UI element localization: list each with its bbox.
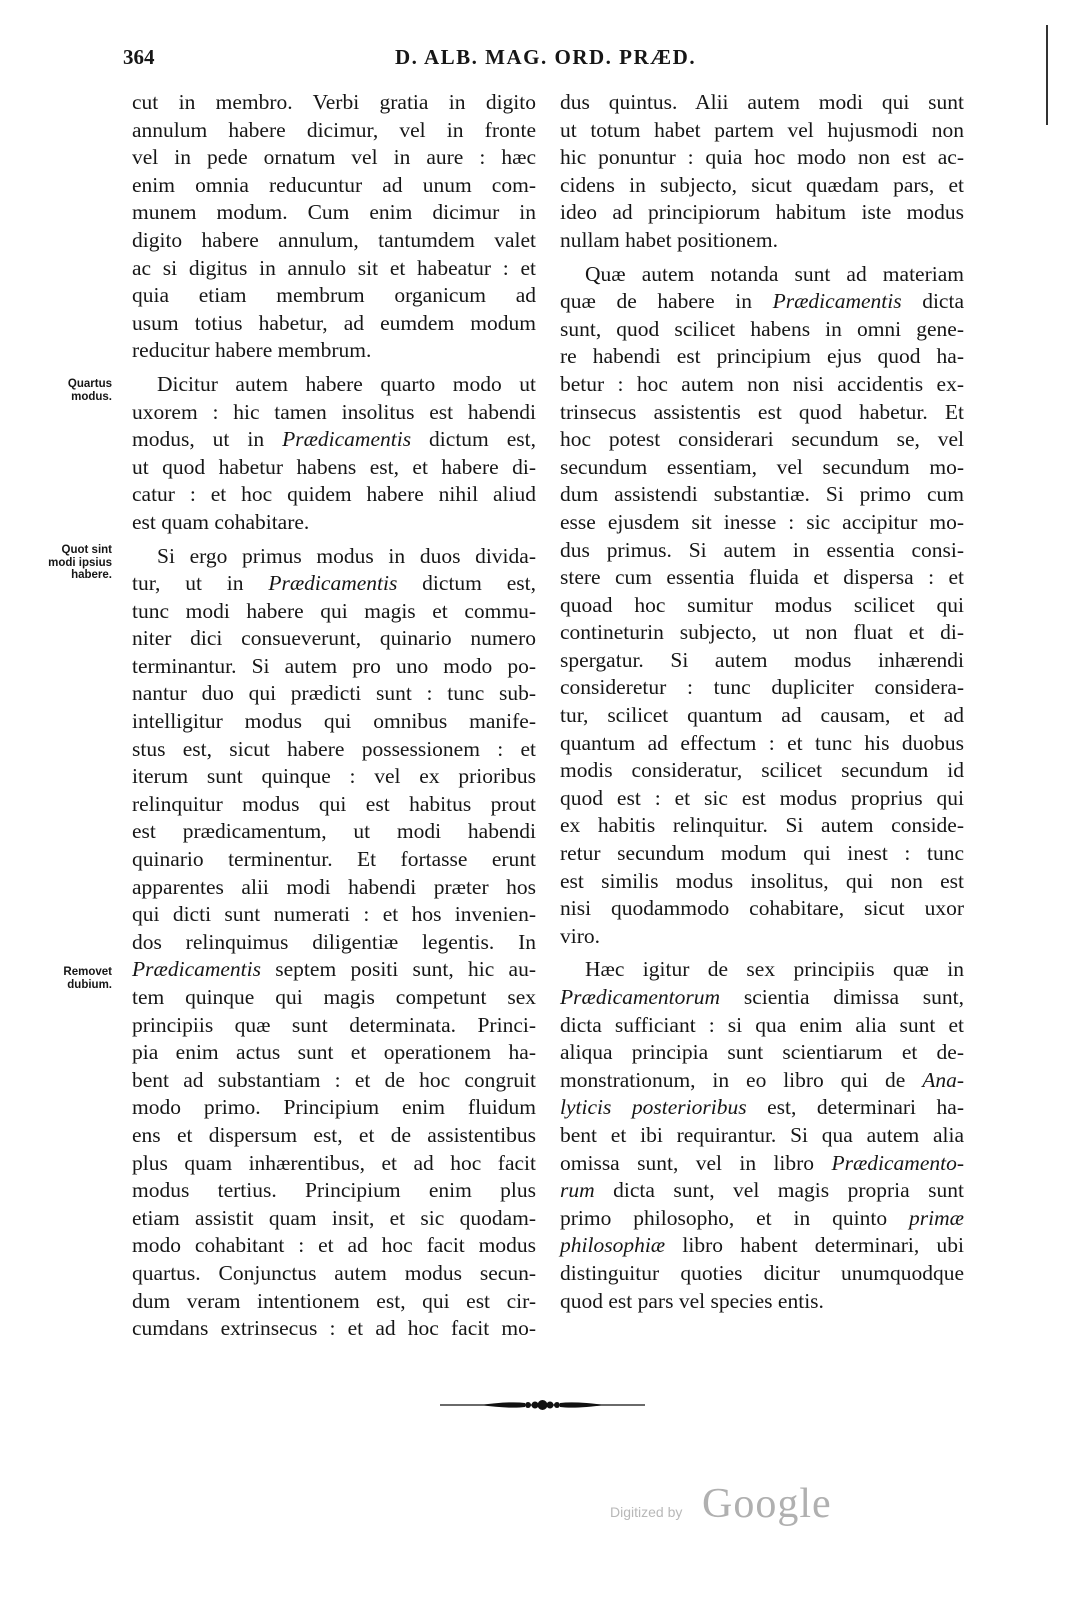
watermark-logo-text: Google xyxy=(702,1481,832,1527)
text-line: iterum sunt quinque : vel ex prioribus xyxy=(132,764,536,789)
text-line: vel in pede ornatum vel in aure : hæc xyxy=(132,145,536,170)
text-line: cut in membro. Verbi gratia in digito xyxy=(132,90,536,114)
text-line: quinario terminentur. Et fortasse erunt xyxy=(132,847,536,872)
text-line: ens et dispersum est, et de assistentibus xyxy=(132,1122,536,1147)
text-line: Si ergo primus modus in duos divida- xyxy=(157,543,536,568)
margin-note-line: modi ipsius xyxy=(48,556,112,569)
text-line: lyticis posterioribus est, determinari ha- xyxy=(560,1095,964,1120)
text-line: reducitur habere membrum. xyxy=(132,338,372,363)
margin-note-line: Quartus xyxy=(67,378,112,390)
text-line: spergatur. Si autem modus inhærendi xyxy=(560,647,964,672)
text-line: est similis modus insolitus, qui non est xyxy=(560,868,964,893)
text-line: annulum habere dicimur, vel in fronte xyxy=(132,117,536,142)
paragraph xyxy=(560,89,964,255)
text-line: quantum ad effectum : et tunc his duobus xyxy=(560,730,964,755)
text-line: est quam cohabitare. xyxy=(132,509,310,534)
text-line: sunt, quod scilicet habens in omni gene- xyxy=(560,316,964,341)
text-line: tem quinque qui magis competunt sex xyxy=(132,985,536,1009)
text-line: pia enim actus sunt et operationem ha- xyxy=(132,1040,536,1065)
text-line: modo cohabitant : et ad hoc facit modus xyxy=(132,1233,536,1258)
text-line: principiis quæ sunt determinata. Princi- xyxy=(132,1012,536,1037)
text-line: usum totius habetur, ad eumdem modum xyxy=(132,310,536,335)
text-line: trinsecus assistentis est quod habetur. Et xyxy=(560,399,964,424)
end-ornament xyxy=(440,1396,645,1414)
text-line: re habendi est principium ejus quod ha- xyxy=(560,344,964,369)
text-line: nullam habet positionem. xyxy=(560,227,778,252)
text-line: enim omnia reducuntur ad unum com- xyxy=(132,172,536,197)
text-line: primo philosopho, et in quinto primæ xyxy=(560,1205,964,1230)
text-line: esse ejusdem sit inesse : sic accipitur mo- xyxy=(560,509,964,534)
text-line: stere cum essentia fluida et dispersa : et xyxy=(560,565,964,590)
text-line: hoc potest considerari secundum se, vel xyxy=(560,427,964,452)
text-line: viro. xyxy=(560,923,601,948)
text-line: bent ad substantiam : et de hoc congruit xyxy=(132,1067,536,1092)
text-line: ex habitis relinquitur. Si autem conside- xyxy=(560,813,964,838)
text-line: modus, ut in Prædicamentis dictum est, xyxy=(132,427,536,452)
text-line: catur : et hoc quidem habere nihil aliud xyxy=(132,482,536,507)
margin-note-line: Removet xyxy=(63,966,112,978)
text-line: stus est, sicut habere possessionem : et xyxy=(132,736,536,761)
text-line: secundum essentiam, vel secundum mo- xyxy=(560,454,964,479)
text-line: quod est pars vel species entis. xyxy=(560,1288,824,1313)
text-line: apparentes alii modi habendi præter hos xyxy=(132,874,536,899)
text-line: rum dicta sunt, vel magis propria sunt xyxy=(560,1178,964,1203)
text-line: munem modum. Cum enim dicimur in xyxy=(132,200,536,225)
text-line: uxorem : hic tamen insolitus est habendi xyxy=(132,399,536,424)
text-line: quod est : et sic est modus proprius qui xyxy=(560,785,964,810)
text-line: ut totum habet partem vel hujusmodi non xyxy=(560,117,964,142)
text-line: Hæc igitur de sex principiis quæ in xyxy=(585,957,964,982)
paragraph xyxy=(132,371,536,537)
margin-note-line: modus. xyxy=(71,390,112,403)
text-line: Prædicamentis septem positi sunt, hic au- xyxy=(132,957,536,982)
text-line: ut quod habetur habens est, et habere di- xyxy=(132,454,536,479)
text-line: omissa sunt, vel in libro Prædicamento- xyxy=(560,1150,964,1175)
text-line: bent et ibi requirantur. Si qua autem alia xyxy=(560,1122,964,1147)
margin-note-quartus xyxy=(42,378,112,403)
text-line: intelligitur modus qui omnibus manife- xyxy=(132,709,536,734)
text-line: monstrationum, in eo libro qui de Ana- xyxy=(560,1067,964,1092)
paragraph xyxy=(132,89,536,365)
paragraph xyxy=(560,261,964,951)
digitization-watermark xyxy=(610,1480,840,1530)
text-line: cidens in subjecto, sicut quædam pars, et xyxy=(560,172,964,197)
page-edge-line xyxy=(1046,25,1048,125)
text-line: retur secundum modum qui inest : tunc xyxy=(560,841,964,866)
text-line: hic ponuntur : quia hoc modo non est ac- xyxy=(560,145,964,170)
text-line: dus primus. Si autem in essentia consi- xyxy=(560,537,964,562)
text-line: distinguitur quoties dicitur unumquodque xyxy=(560,1260,964,1285)
text-line: tur, ut in Prædicamentis dictum est, xyxy=(132,571,536,596)
text-line: modo primo. Principium enim fluidum xyxy=(132,1095,536,1120)
left-column xyxy=(132,89,536,1343)
margin-note-removet xyxy=(42,966,112,991)
margin-note-line: habere. xyxy=(71,569,112,581)
margin-note-line: Quot sint xyxy=(61,544,112,556)
text-line: dum assistendi substantiæ. Si primo cum xyxy=(560,482,964,507)
text-line: quia etiam membrum organicum ad xyxy=(132,283,536,308)
running-head: D. ALB. MAG. ORD. PRÆD. xyxy=(395,45,697,69)
right-column xyxy=(560,89,964,1315)
text-line: relinquitur modus qui est habitus prout xyxy=(132,791,536,816)
margin-note-line: dubium. xyxy=(67,978,112,991)
watermark-small-text: Digitized by xyxy=(610,1504,683,1520)
text-line: Quæ autem notanda sunt ad materiam xyxy=(585,261,964,286)
text-line: quæ de habere in Prædicamentis dicta xyxy=(560,289,964,314)
margin-note-quot xyxy=(42,544,112,582)
text-line: philosophiæ libro habent determinari, ubi xyxy=(560,1233,964,1258)
text-line: nisi quodammodo cohabitare, sicut uxor xyxy=(560,896,964,921)
text-line: consideretur : tunc dupliciter considera- xyxy=(560,675,964,700)
text-line: dus quintus. Alii autem modi qui sunt xyxy=(560,90,964,114)
text-line: modus tertius. Principium enim plus xyxy=(132,1178,536,1203)
page-header xyxy=(0,45,1073,81)
text-line: digito habere annulum, tantumdem valet xyxy=(132,227,536,252)
text-line: ideo ad principiorum habitum iste modus xyxy=(560,200,964,225)
text-line: plus quam inhærentibus, et ad hoc facit xyxy=(132,1150,536,1175)
text-line: cumdans extrinsecus : et ad hoc facit mo- xyxy=(132,1316,536,1341)
paragraph xyxy=(560,956,964,1315)
text-line: Prædicamentorum scientia dimissa sunt, xyxy=(560,985,964,1009)
text-line: terminantur. Si autem pro uno modo po- xyxy=(132,653,536,678)
text-line: tur, scilicet quantum ad causam, et ad xyxy=(560,703,964,728)
page-number: 364 xyxy=(123,45,155,69)
text-line: dicta sufficiant : si qua enim alia sunt et xyxy=(560,1012,964,1037)
text-line: aliqua principia sunt scientiarum et de- xyxy=(560,1040,964,1065)
text-line: quartus. Conjunctus autem modus secun- xyxy=(132,1260,536,1285)
text-line: est prædicamentum, ut modi habendi xyxy=(132,819,536,844)
text-line: dum veram intentionem est, qui est cir- xyxy=(132,1288,536,1313)
text-line: qui dicti sunt numerati : et hos invenien- xyxy=(132,902,536,927)
text-line: betur : hoc autem non nisi accidentis ex- xyxy=(560,371,964,396)
text-line: nantur duo qui prædicti sunt : tunc sub- xyxy=(132,681,536,706)
text-line: modis consideratur, scilicet secundum id xyxy=(560,758,964,783)
text-line: ac si digitus in annulo sit et habeatur : et xyxy=(132,255,536,280)
text-line: quoad hoc sumitur modus scilicet qui xyxy=(560,592,964,617)
text-line: niter dici consueverunt, quinario numero xyxy=(132,626,536,651)
text-line: tunc modi habere qui magis et commu- xyxy=(132,598,536,623)
paragraph xyxy=(132,543,536,1343)
text-line: contineturin subjecto, ut non fluat et di- xyxy=(560,620,964,645)
text-line: dos relinquimus diligentiæ legentis. In xyxy=(132,929,536,954)
text-line: etiam assistit quam insit, et sic quodam- xyxy=(132,1205,536,1230)
text-line: Dicitur autem habere quarto modo ut xyxy=(157,371,536,396)
